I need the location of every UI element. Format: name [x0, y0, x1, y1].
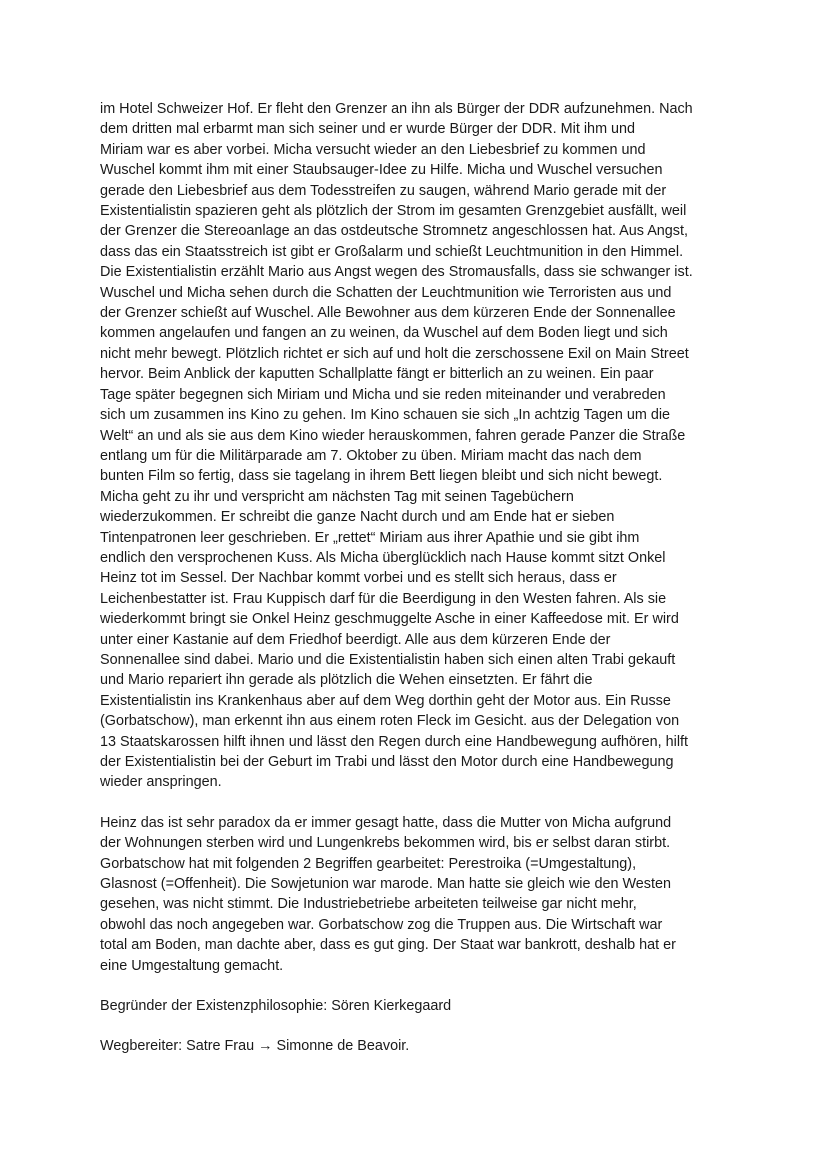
text-line: endlich den versprochenen Kuss. Als Micha überglücklich nach Hause kommt sitzt Onkel [100, 549, 666, 566]
text-line: sich um zusammen ins Kino zu gehen. Im Kino schauen sie sich „In achtzig Tagen um die [100, 407, 671, 424]
text-line: gerade den Liebesbrief aus dem Todesstreifen zu saugen, während Mario gerade mit der [100, 182, 667, 199]
text-line: Glasnost (=Offenheit). Die Sowjetunion war marode. Man hatte sie gleich wie den Westen [100, 876, 671, 893]
paragraph-plot-summary [100, 99, 732, 793]
text-line: entlang um für die Militärparade am 7. Oktober zu üben. Miriam macht das nach dem [100, 447, 642, 464]
text-line: eine Umgestaltung gemacht. [100, 957, 284, 974]
founder-line [100, 996, 732, 1016]
text-line: der Grenzer die Stereoanlage an das ostdeutsche Stromnetz angeschlossen hat. Aus Angst, [100, 223, 688, 240]
text-line: Existentialistin spazieren geht als plötzlich der Strom im gesamten Grenzgebiet ausfällt, weil [100, 203, 687, 220]
text-line: und Mario repariert ihn gerade als plötzlich die Wehen einsetzten. Er fährt die [100, 672, 593, 689]
text-line: nicht mehr bewegt. Plötzlich richtet er sich auf und holt die zerschossene Exil on Main Street [100, 345, 689, 362]
text-line: Heinz das ist sehr paradox da er immer gesagt hatte, dass die Mutter von Micha aufgrund [100, 814, 672, 831]
text-line: Tintenpatronen leer geschrieben. Er „rettet“ Miriam aus ihrer Apathie und sie gibt ihm [100, 529, 640, 546]
text-line: hervor. Beim Anblick der kaputten Schallplatte fängt er bitterlich an zu weinen. Ein paar [100, 366, 654, 383]
text-line: gesehen, was nicht stimmt. Die Industriebetriebe arbeiteten teilweise gar nicht mehr, [100, 896, 637, 913]
paragraph-spacer [100, 976, 732, 996]
document-page [100, 99, 732, 1057]
paragraph-spacer [100, 793, 732, 813]
text-line: wiederzukommen. Er schreibt die ganze Nacht durch und am Ende hat er sieben [100, 509, 615, 526]
text-line: 13 Staatskarossen hilft ihnen und lässt den Regen durch eine Handbewegung aufhören, hilft [100, 733, 689, 750]
text-line: dem dritten mal erbarmt man sich seiner und er wurde Bürger der DDR. Mit ihm und [100, 121, 636, 138]
pioneer-line [100, 1036, 732, 1056]
text-line: unter einer Kastanie auf dem Friedhof beerdigt. Alle aus dem kürzeren Ende der [100, 631, 611, 648]
founder-text: Begründer der Existenzphilosophie: Sören Kierkegaard [100, 998, 452, 1015]
text-line: Micha geht zu ihr und verspricht am nächsten Tag mit seinen Tagebüchern [100, 488, 574, 505]
text-line: der Existentialistin bei der Geburt im Trabi und lässt den Motor durch eine Handbewegung [100, 754, 674, 770]
text-line: dass das ein Staatsstreich ist gibt er Großalarm und schießt Leuchtmunition in den Himmel. [100, 243, 684, 260]
text-line: Sonnenallee sind dabei. Mario und die Existentialistin haben sich einen alten Trabi gekauft [100, 651, 676, 668]
text-line: Wuschel und Micha sehen durch die Schatten der Leuchtmunition wie Terroristen aus und [100, 284, 672, 301]
text-line: wiederkommt bringt sie Onkel Heinz geschmuggelte Asche in einer Kaffeedose mit. Er wird [100, 611, 679, 628]
text-line: obwohl das noch angegeben war. Gorbatschow zog die Truppen aus. Die Wirtschaft war [100, 916, 663, 933]
text-line: Tage später begegnen sich Miriam und Micha und sie reden miteinander und verabreden [100, 386, 666, 403]
text-line: der Wohnungen sterben wird und Lungenkrebs bekommen wird, bis er selbst daran stirbt. [100, 835, 671, 852]
paragraph-gorbatschow [100, 813, 732, 976]
text-line: bunten Film so fertig, dass sie tagelang in ihrem Bett liegen bleibt und sich nicht bewegt. [100, 468, 663, 485]
text-line: Die Existentialistin erzählt Mario aus Angst wegen des Stromausfalls, dass sie schwanger ist. [100, 264, 693, 281]
text-line: Gorbatschow hat mit folgenden 2 Begriffen gearbeitet: Perestroika (=Umgestaltung), [100, 855, 637, 872]
pioneer-text: Wegbereiter: Satre Frau → Simonne de Beavoir. [100, 1038, 410, 1055]
text-line: total am Boden, man dachte aber, dass es gut ging. Der Staat war bankrott, deshalb hat er [100, 937, 676, 954]
text-line: im Hotel Schweizer Hof. Er fleht den Grenzer an ihn als Bürger der DDR aufzunehmen. Nach [100, 101, 693, 117]
text-line: Leichenbestatter ist. Frau Kuppisch darf für die Beerdigung in den Westen fahren. Als sie [100, 590, 667, 607]
text-line: kommen angelaufen und fangen an zu weinen, da Wuschel auf dem Boden liegt und sich [100, 325, 668, 342]
text-line: Welt“ an und als sie aus dem Kino wieder herauskommen, fahren gerade Panzer die Straße [100, 427, 686, 444]
text-line: wieder anspringen. [100, 774, 222, 791]
text-line: Wuschel kommt ihm mit einer Staubsauger-Idee zu Hilfe. Micha und Wuschel versuchen [100, 162, 663, 179]
text-line: Existentialistin ins Krankenhaus aber auf dem Weg dorthin geht der Motor aus. Ein Russe [100, 692, 671, 709]
text-line: Heinz tot im Sessel. Der Nachbar kommt vorbei und es stellt sich heraus, dass er [100, 570, 617, 587]
text-line: (Gorbatschow), man erkennt ihn aus einem roten Fleck im Gesicht. aus der Delegation von [100, 713, 680, 730]
paragraph-spacer [100, 1016, 732, 1036]
text-line: Miriam war es aber vorbei. Micha versucht wieder an den Liebesbrief zu kommen und [100, 141, 646, 158]
text-line: der Grenzer schießt auf Wuschel. Alle Bewohner aus dem kürzeren Ende der Sonnenallee [100, 305, 676, 322]
